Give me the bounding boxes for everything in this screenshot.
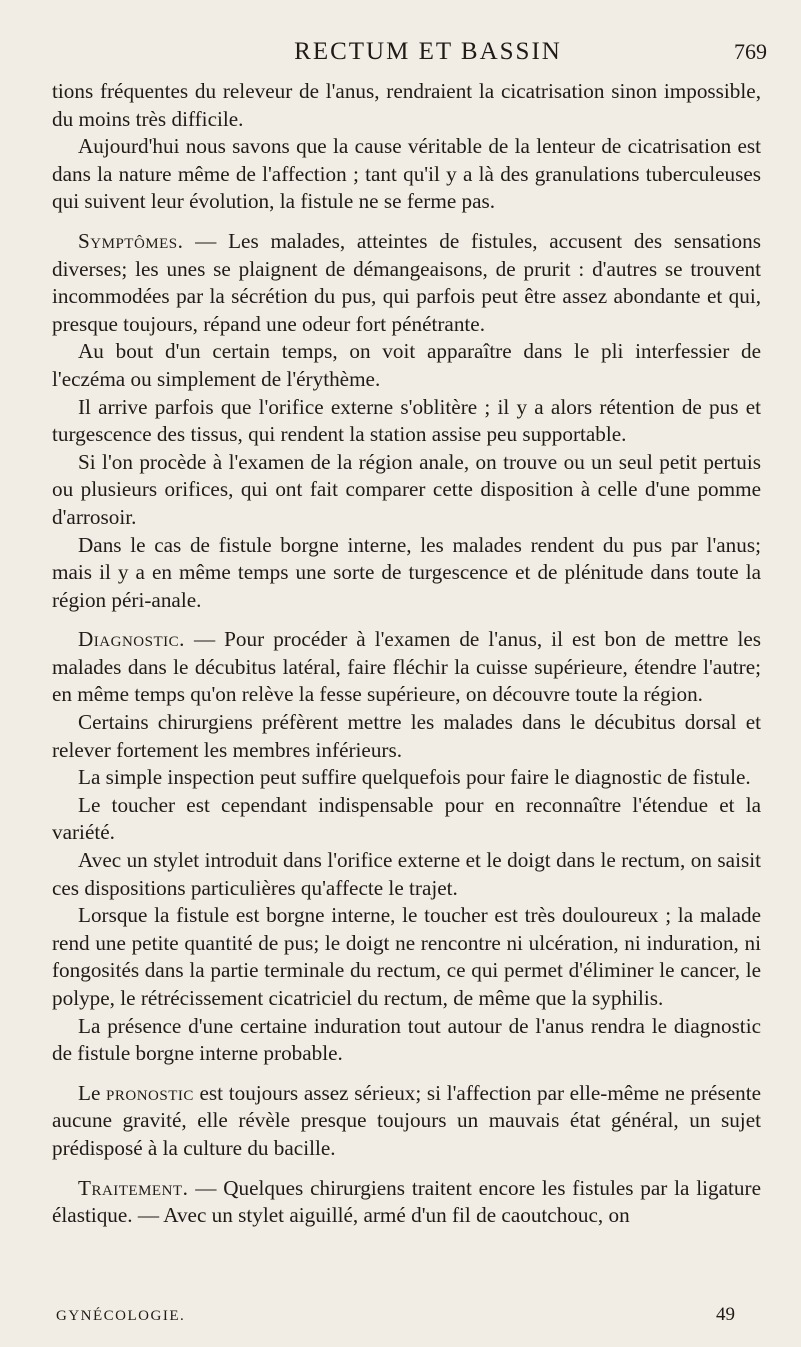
- paragraph-diagnostic: Diagnostic. — Pour procéder à l'examen de l'anus, il est bon de mettre les malades dans le décubitus latéral, faire fléchir la cuisse supérieure, étendre l'autre; en même temps qu'on relève la fesse supérieure, on découvre toute la région.: [52, 627, 761, 707]
- paragraph: Il arrive parfois que l'orifice externe s'oblitère ; il y a alors rétention de pus et turgescence des tissus, qui rendent la station assise peu supportable.: [52, 394, 761, 447]
- section-heading: Symptômes.: [78, 228, 184, 253]
- paragraph: tions fréquentes du releveur de l'anus, rendraient la cicatrisation sinon impossible, du moins très difficile.: [52, 79, 761, 131]
- signature-mark: GYNÉCOLOGIE.: [56, 1308, 186, 1324]
- paragraph: Au bout d'un certain temps, on voit apparaître dans le pli interfessier de l'eczéma ou simplement de l'érythème.: [52, 339, 761, 391]
- running-header: [52, 38, 767, 68]
- paragraph-traitement: Traitement. — Quelques chirurgiens traitent encore les fistules par la ligature élastique. — Avec un stylet aiguillé, armé d'un fil de caoutchouc, on: [52, 1175, 761, 1228]
- paragraph: Aujourd'hui nous savons que la cause véritable de la lenteur de cicatrisation est dans la nature même de l'affection ; tant qu'il y a là des granulations tuberculeuses qui suivent leur évolution, la fistule ne se ferme pas.: [52, 134, 761, 214]
- paragraph: La présence d'une certaine induration tout autour de l'anus rendra le diagnostic de fistule borgne interne probable.: [52, 1013, 761, 1066]
- paragraph: Certains chirurgiens préfèrent mettre les malades dans le décubitus dorsal et relever fortement les membres inférieurs.: [52, 710, 761, 762]
- section-heading: Diagnostic.: [78, 627, 185, 652]
- paragraph: Dans le cas de fistule borgne interne, les malades rendent du pus par l'anus; mais il y a en même temps une sorte de turgescence et de plénitude dans toute la région péri-anale.: [52, 532, 761, 612]
- page-footer: [52, 1304, 761, 1326]
- paragraph: Lorsque la fistule est borgne interne, le toucher est très douloureux ; la malade rend une petite quantité de pus; le doigt ne rencontre ni ulcération, ni induration, ni fongosités dans la partie terminale du rectum, ce qui permet d'éliminer le cancer, le polype, le rétrécissement cicatriciel du rectum, de même que la syphilis.: [52, 903, 761, 1010]
- paragraph: La simple inspection peut suffire quelquefois pour faire le diagnostic de fistule.: [78, 765, 751, 790]
- paragraph-pronostic: Le pronostic est toujours assez sérieux; si l'affection par elle-même ne présente aucune gravité, elle révèle presque toujours un mauvais état général, un sujet prédisposé à la culture du bacille.: [52, 1080, 761, 1160]
- signature-number: 49: [716, 1304, 735, 1325]
- page-number: 769: [734, 39, 767, 64]
- paragraph: Avec un stylet introduit dans l'orifice externe et le doigt dans le rectum, on saisit ces dispositions particulières qu'affecte le trajet.: [52, 848, 761, 900]
- paragraph: Le toucher est cependant indispensable pour en reconnaître l'étendue et la variété.: [52, 792, 761, 845]
- body-text: [52, 78, 761, 1230]
- running-title: RECTUM ET BASSIN: [294, 38, 562, 65]
- section-heading: pronostic: [106, 1080, 194, 1105]
- paragraph-symptomes: Symptômes. — Les malades, atteintes de fistules, accusent des sensations diverses; les unes se plaignent de démangeaisons, de prurit : d'autres se trouvent incommodées par la sécrétion du pus, qui parfois peut être assez abondante et qui, presque toujours, répand une odeur fort pénétrante.: [52, 228, 761, 336]
- paragraph: Si l'on procède à l'examen de la région anale, on trouve ou un seul petit pertuis ou plusieurs orifices, qui ont fait comparer cette disposition à celle d'une pomme d'arrosoir.: [52, 449, 761, 529]
- section-heading: Traitement.: [78, 1175, 189, 1200]
